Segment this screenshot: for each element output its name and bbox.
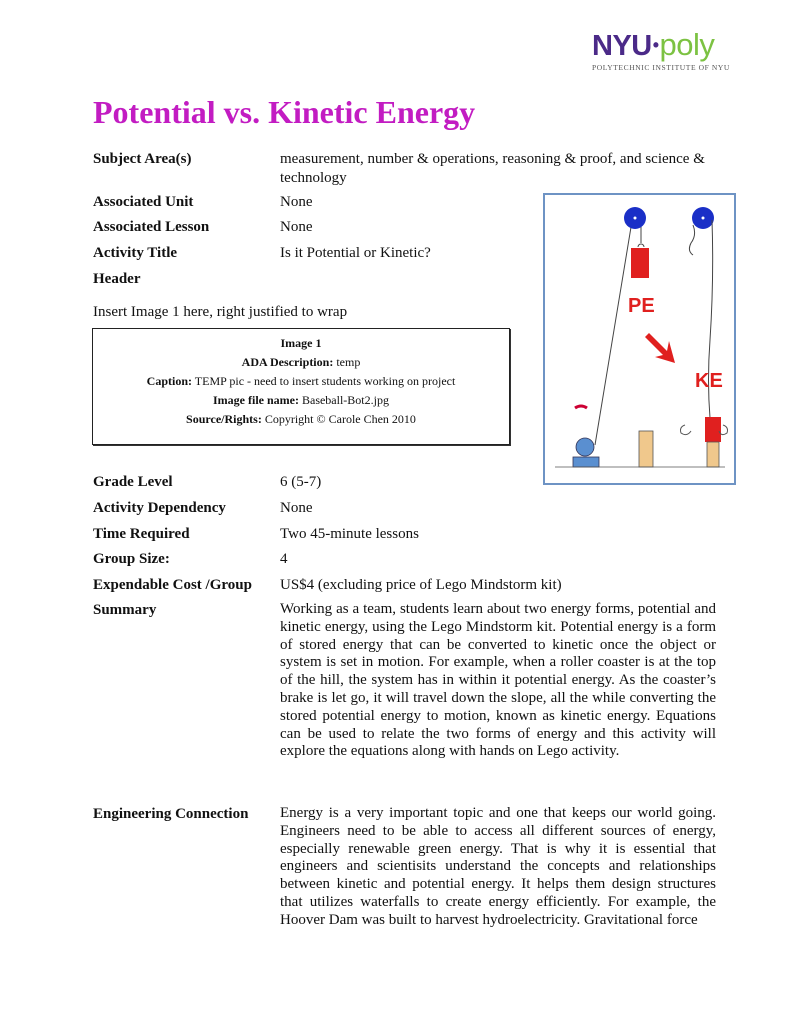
image-heading: Image 1 <box>280 336 322 350</box>
field-value: measurement, number & operations, reasoning & proof, and science & technology <box>280 151 705 186</box>
logo-dot: • <box>652 35 659 55</box>
field-value: None <box>280 194 313 210</box>
insert-image-note: Insert Image 1 here, right justified to wrap <box>93 304 348 320</box>
field-label: Associated Lesson <box>93 219 210 235</box>
scissors-icon <box>575 406 587 408</box>
pe-ke-illustration <box>543 193 736 485</box>
weight-bottom-icon <box>705 417 721 442</box>
field-label: Subject Area(s) <box>93 151 192 167</box>
field-label: Header <box>93 271 141 287</box>
nyu-poly-logo <box>592 27 730 72</box>
field-value: US$4 (excluding price of Lego Mindstorm kit) <box>280 577 562 593</box>
ke-label: KE <box>695 370 723 392</box>
field-value: Working as a team, students learn about two energy forms, potential and kinetic energy, using the Lego Mindstorm kit. Potential energy is a form of stored energy that can be converted to kinetic once the object or system is set in motion. For example, when a roller coaster is at the top of the hill, the system has in within it potential energy. As the coaster’s brake is let go, it will travel down the slope, all the while converting the stored potential energy to motion, known as kinetic energy. Equations can be used to relate the two forms of energy and this activity will explore the equations along with hands on Lego activity. <box>280 601 716 760</box>
field-label: Time Required <box>93 526 190 542</box>
field-label: Activity Dependency <box>93 500 226 516</box>
weight-top-icon <box>631 248 649 278</box>
logo-wordmark <box>592 27 722 62</box>
field-label: Activity Title <box>93 245 178 261</box>
winch-icon <box>576 438 594 456</box>
ada-description: ADA Description: temp <box>241 355 361 369</box>
logo-subtitle: POLYTECHNIC INSTITUTE OF NYU <box>592 63 730 72</box>
field-label: Engineering Connection <box>93 806 249 822</box>
logo-poly: poly <box>659 27 715 62</box>
image-caption: Caption: TEMP pic - need to insert students working on project <box>146 374 456 388</box>
field-label: Grade Level <box>93 474 173 490</box>
field-label: Expendable Cost /Group <box>93 577 252 593</box>
image-caption-box <box>92 328 510 445</box>
field-value: 4 <box>280 551 288 567</box>
field-label: Group Size: <box>93 551 170 567</box>
rope-left <box>595 215 633 445</box>
field-value: Is it Potential or Kinetic? <box>280 245 431 261</box>
post-left <box>639 431 653 467</box>
field-value: None <box>280 219 313 235</box>
image-source-rights: Source/Rights: Copyright © Carole Chen 2010 <box>186 412 416 426</box>
post-right <box>707 442 719 467</box>
image-file-name: Image file name: Baseball-Bot2.jpg <box>213 393 389 407</box>
field-label: Associated Unit <box>93 194 194 210</box>
field-label: Summary <box>93 602 157 618</box>
logo-nyu: NYU <box>592 30 652 62</box>
page-title: Potential vs. Kinetic Energy <box>93 94 476 130</box>
field-value: None <box>280 500 313 516</box>
field-value: 6 (5-7) <box>280 474 322 490</box>
pulley-drawing <box>545 195 734 483</box>
pe-label: PE <box>628 295 655 317</box>
arrow-icon <box>645 333 675 363</box>
field-value: Two 45-minute lessons <box>280 526 419 542</box>
field-value: Energy is a very important topic and one that keeps our world going. Engineers need to be able to access all different sources of energy, especially renewable green energy. That is why it is essential that engineers and scientisits understand the concepts and relationships between kinetic and potential energy. It helps them design structures that utilizes waterfalls to create energy efficiently. For example, the Hoover Dam was built to harvest hydroelectricity. Gravitational force <box>280 805 716 928</box>
